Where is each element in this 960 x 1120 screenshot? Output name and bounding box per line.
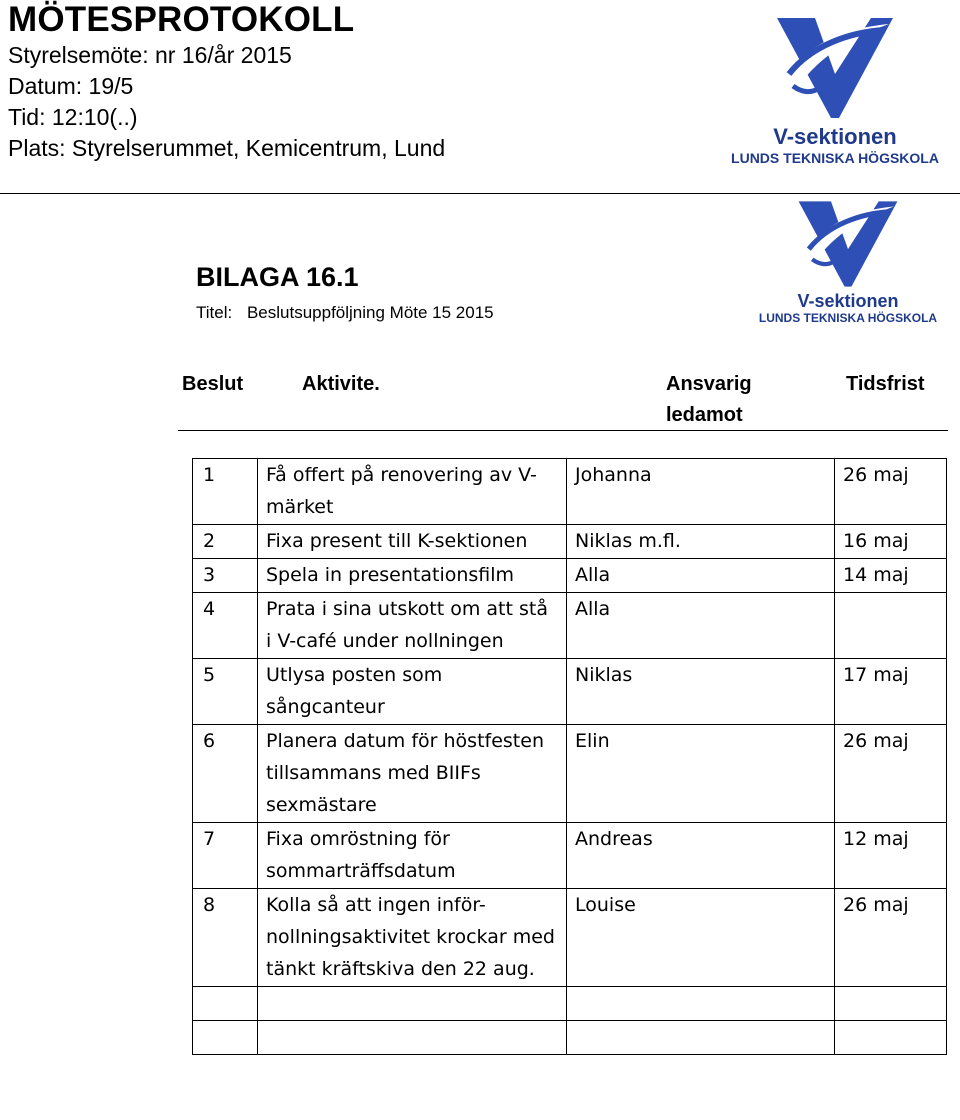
row-responsible: Alla [567, 593, 835, 659]
row-number: 4 [193, 593, 258, 659]
row-number: 7 [193, 823, 258, 889]
row-number: 2 [193, 525, 258, 559]
row-responsible: Elin [567, 725, 835, 823]
empty-table-row [193, 987, 947, 1021]
row-responsible: Niklas [567, 659, 835, 725]
row-activity: Kolla så att ingen inför-nollningsaktivitet krockar med tänkt kräftskiva den 22 aug. [258, 889, 567, 987]
attachment-heading: BILAGA 16.1 [196, 262, 359, 292]
v-sektionen-logo-attachment [756, 198, 940, 324]
table-row [193, 659, 947, 725]
table-row [193, 593, 947, 659]
decision-table [192, 458, 947, 1055]
row-number: 6 [193, 725, 258, 823]
row-number: 5 [193, 659, 258, 725]
column-header-tidsfrist: Tidsfrist [846, 373, 925, 395]
row-responsible: Andreas [567, 823, 835, 889]
row-responsible: Johanna [567, 459, 835, 525]
logo-subtitle: LUNDS TEKNISKA HÖGSKOLA [731, 150, 939, 166]
meeting-number: Styrelsemöte: nr 16/år 2015 [8, 42, 292, 68]
row-activity: Utlysa posten som sångcanteur [258, 659, 567, 725]
row-number: 8 [193, 889, 258, 987]
empty-cell [258, 987, 567, 1021]
table-row [193, 725, 947, 823]
column-header-divider [178, 430, 948, 431]
v-emblem-icon [792, 198, 904, 290]
table-row [193, 559, 947, 593]
row-responsible: Alla [567, 559, 835, 593]
empty-cell [567, 987, 835, 1021]
row-deadline: 17 maj [835, 659, 947, 725]
row-deadline: 12 maj [835, 823, 947, 889]
meeting-place: Plats: Styrelserummet, Kemicentrum, Lund [8, 135, 446, 161]
row-activity: Få offert på renovering av V-märket [258, 459, 567, 525]
empty-cell [835, 1021, 947, 1055]
table-row [193, 525, 947, 559]
row-deadline: 26 maj [835, 725, 947, 823]
row-activity: Fixa present till K-sektionen [258, 525, 567, 559]
row-number: 1 [193, 459, 258, 525]
meeting-time: Tid: 12:10(..) [8, 104, 138, 130]
logo-name: V-sektionen [797, 291, 899, 311]
column-header-beslut: Beslut [182, 373, 244, 395]
table-row [193, 889, 947, 987]
row-activity: Planera datum för höstfesten tillsammans med BIIFs sexmästare [258, 725, 567, 823]
logo-name: V-sektionen [773, 124, 897, 149]
column-header-ansvarig: Ansvarig ledamot [666, 373, 752, 426]
row-deadline: 26 maj [835, 889, 947, 987]
attachment-title [196, 303, 494, 323]
empty-cell [193, 1021, 258, 1055]
logo-subtitle: LUNDS TEKNISKA HÖGSKOLA [758, 311, 938, 325]
row-responsible: Niklas m.fl. [567, 525, 835, 559]
v-emblem-icon [772, 14, 898, 122]
v-sektionen-logo [722, 14, 948, 165]
attachment-title-label: Titel: [196, 303, 233, 322]
column-header-aktivitet: Aktivite. [302, 373, 380, 395]
row-number: 3 [193, 559, 258, 593]
empty-cell [193, 987, 258, 1021]
row-deadline: 14 maj [835, 559, 947, 593]
empty-cell [567, 1021, 835, 1055]
empty-table-row [193, 1021, 947, 1055]
row-deadline: 16 maj [835, 525, 947, 559]
row-deadline [835, 593, 947, 659]
empty-cell [258, 1021, 567, 1055]
row-activity: Fixa omröstning för sommarträffsdatum [258, 823, 567, 889]
row-activity: Prata i sina utskott om att stå i V-café under nollningen [258, 593, 567, 659]
table-row [193, 823, 947, 889]
document-title: MÖTESPROTOKOLL [8, 0, 355, 39]
empty-cell [835, 987, 947, 1021]
document-header [8, 0, 445, 164]
table-row [193, 459, 947, 525]
meeting-date: Datum: 19/5 [8, 73, 134, 99]
row-activity: Spela in presentationsfilm [258, 559, 567, 593]
attachment-title-value: Beslutsuppföljning Möte 15 2015 [246, 303, 494, 322]
row-deadline: 26 maj [835, 459, 947, 525]
header-divider [0, 193, 960, 194]
row-responsible: Louise [567, 889, 835, 987]
